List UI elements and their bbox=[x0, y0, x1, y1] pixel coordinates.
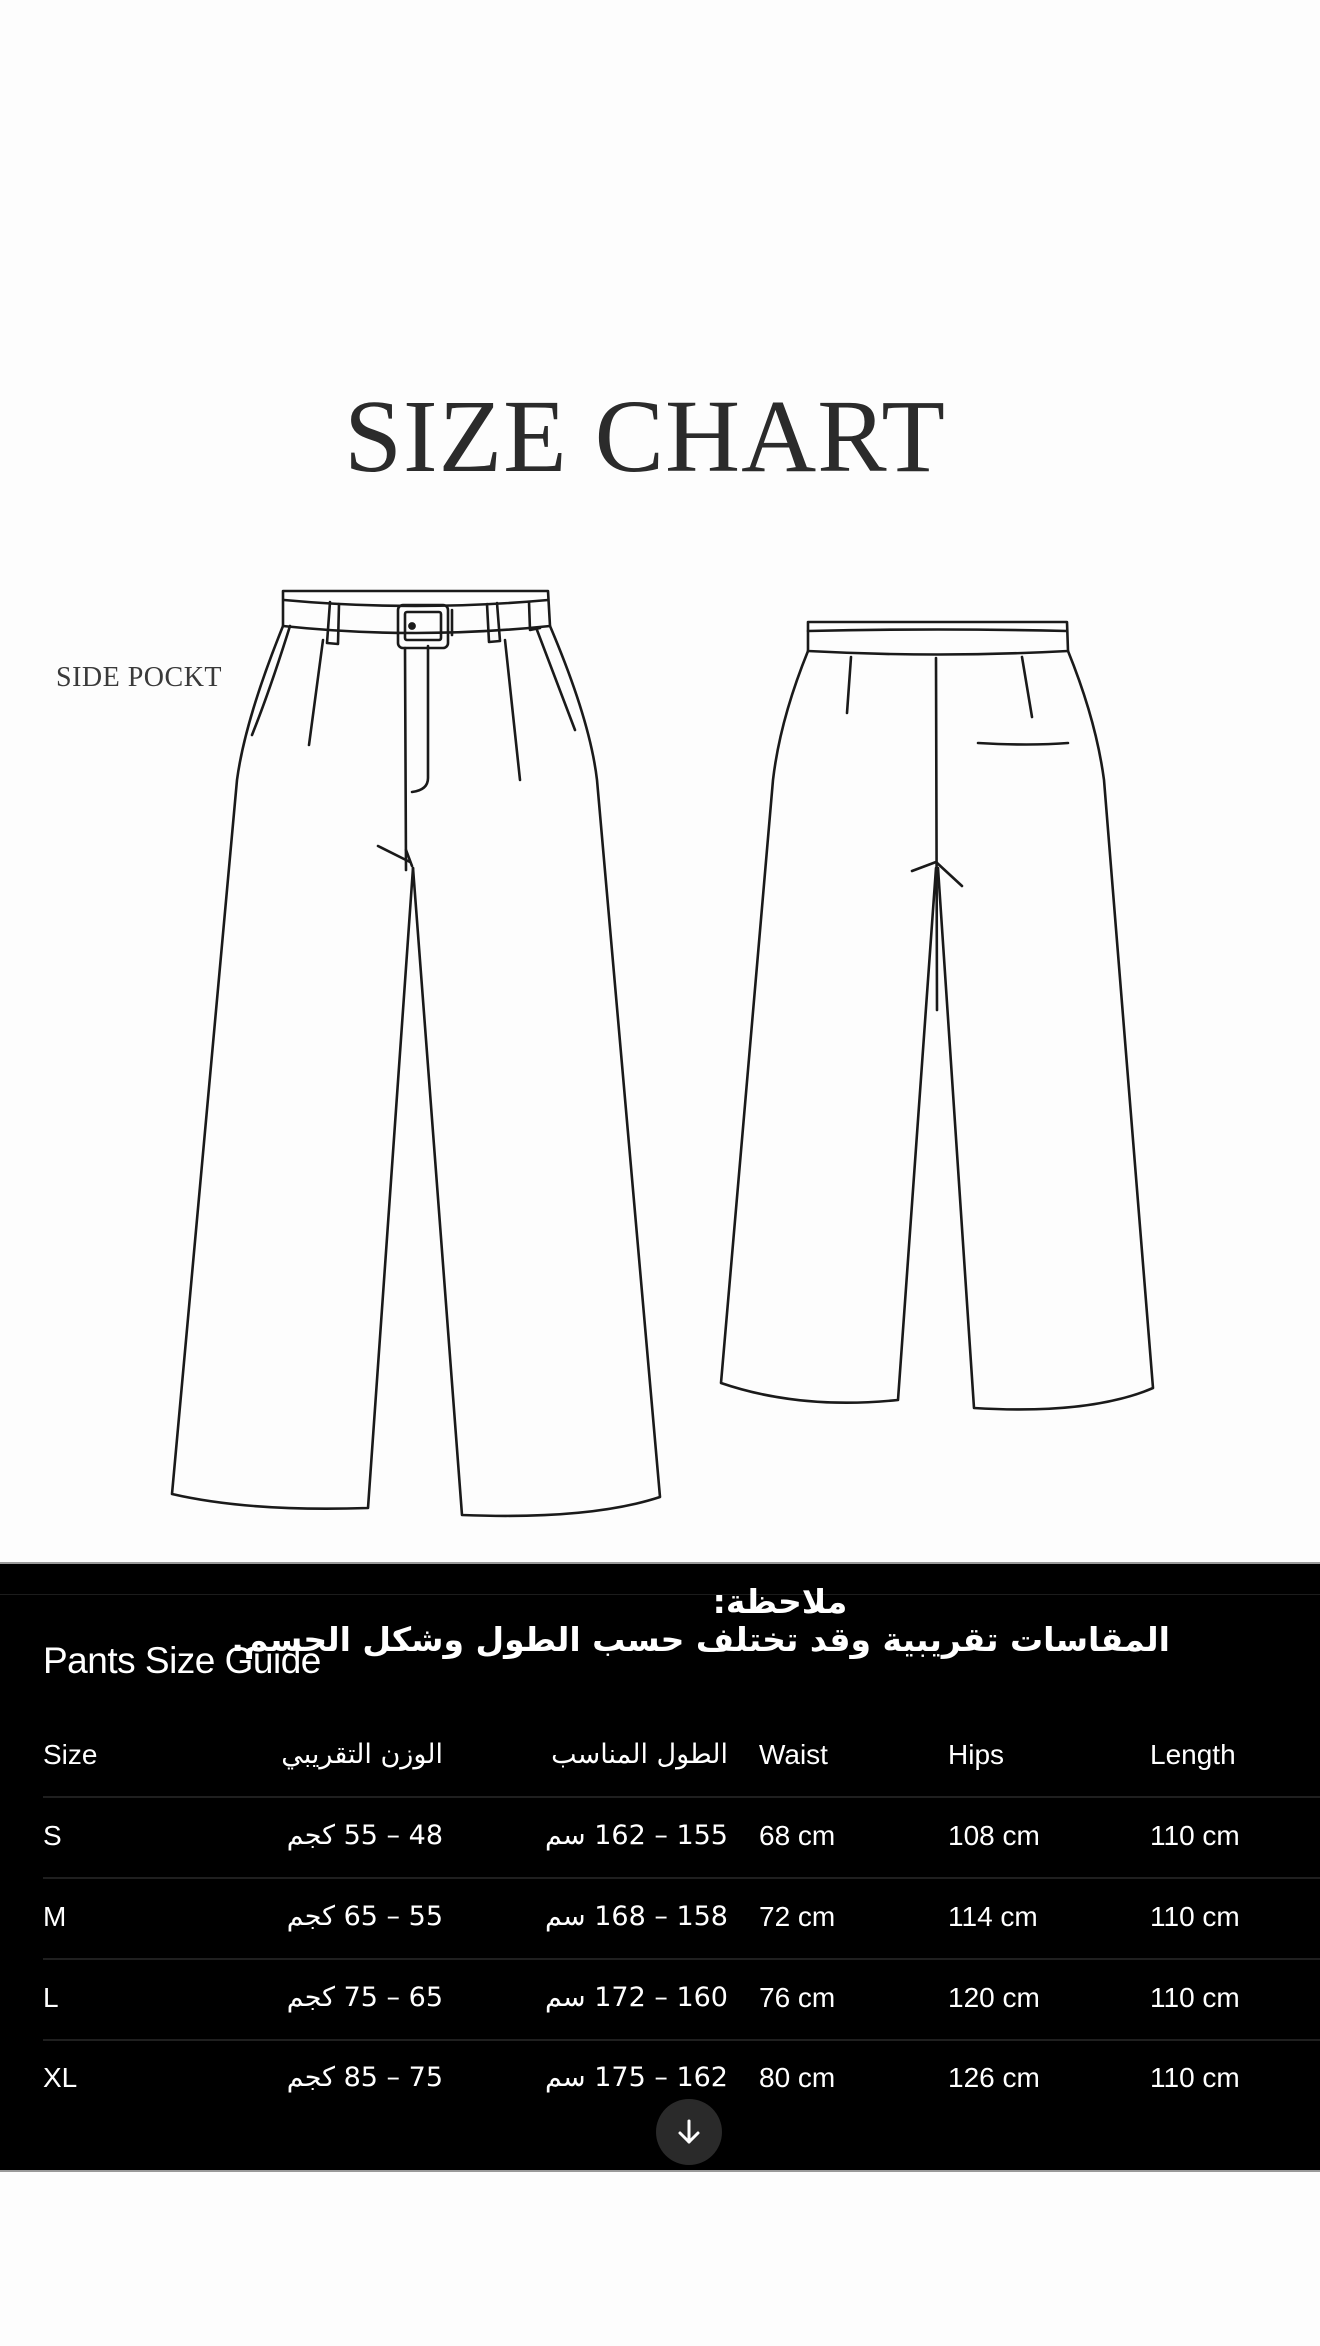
cell-waist: 68 cm bbox=[759, 1820, 836, 1851]
front-pants-drawing bbox=[172, 591, 660, 1516]
cell-height: 158 – 168 سم bbox=[545, 1901, 728, 1932]
cell-hips: 120 cm bbox=[948, 1982, 1040, 2013]
cell-hips: 114 cm bbox=[948, 1901, 1038, 1932]
cell-size: L bbox=[43, 1982, 59, 2013]
cell-waist: 76 cm bbox=[759, 1982, 836, 2013]
column-header-waist: Waist bbox=[759, 1739, 828, 1770]
scroll-down-button[interactable] bbox=[656, 2099, 722, 2165]
back-pants-drawing bbox=[721, 622, 1153, 1409]
note-body: المقاسات تقريبية وقد تختلف حسب الطول وشكل الجسم. bbox=[231, 1620, 1170, 1659]
cell-length: 110 cm bbox=[1150, 1820, 1240, 1851]
row-divider bbox=[43, 1958, 1320, 1960]
cell-length: 110 cm bbox=[1150, 1982, 1240, 2013]
cell-height: 162 – 175 سم bbox=[545, 2062, 728, 2093]
cell-height: 155 – 162 سم bbox=[545, 1820, 728, 1851]
cell-waist: 72 cm bbox=[759, 1901, 836, 1932]
cell-length: 110 cm bbox=[1150, 2062, 1240, 2093]
column-header-length: Length bbox=[1150, 1739, 1236, 1770]
cell-size: S bbox=[43, 1820, 62, 1851]
cell-height: 160 – 172 سم bbox=[545, 1982, 728, 2013]
cell-weight: 75 – 85 كجم bbox=[286, 2062, 443, 2093]
cell-weight: 48 – 55 كجم bbox=[286, 1820, 443, 1851]
arrow-down-icon bbox=[674, 2117, 704, 2147]
column-header-size: Size bbox=[43, 1739, 98, 1770]
size-guide-title: Pants Size Guide bbox=[43, 1640, 321, 1681]
column-header-hips: Hips bbox=[948, 1739, 1005, 1770]
column-header-weight: الوزن التقريبي bbox=[281, 1739, 443, 1770]
cell-size: M bbox=[43, 1901, 67, 1932]
note-title: ملاحظة: bbox=[712, 1582, 848, 1621]
cell-weight: 65 – 75 كجم bbox=[286, 1982, 443, 2013]
size-chart-title: SIZE CHART bbox=[344, 379, 946, 494]
cell-hips: 126 cm bbox=[948, 2062, 1040, 2093]
cell-length: 110 cm bbox=[1150, 1901, 1240, 1932]
panel-divider bbox=[0, 1594, 1320, 1595]
cell-waist: 80 cm bbox=[759, 2062, 836, 2093]
cell-hips: 108 cm bbox=[948, 1820, 1040, 1851]
cell-weight: 55 – 65 كجم bbox=[286, 1901, 443, 1932]
side-pocket-label: SIDE POCKT bbox=[56, 662, 223, 693]
cell-size: XL bbox=[43, 2062, 78, 2093]
column-header-height: الطول المناسب bbox=[551, 1739, 728, 1770]
row-divider bbox=[43, 1877, 1320, 1879]
row-divider bbox=[43, 1796, 1320, 1798]
row-divider bbox=[43, 2039, 1320, 2041]
